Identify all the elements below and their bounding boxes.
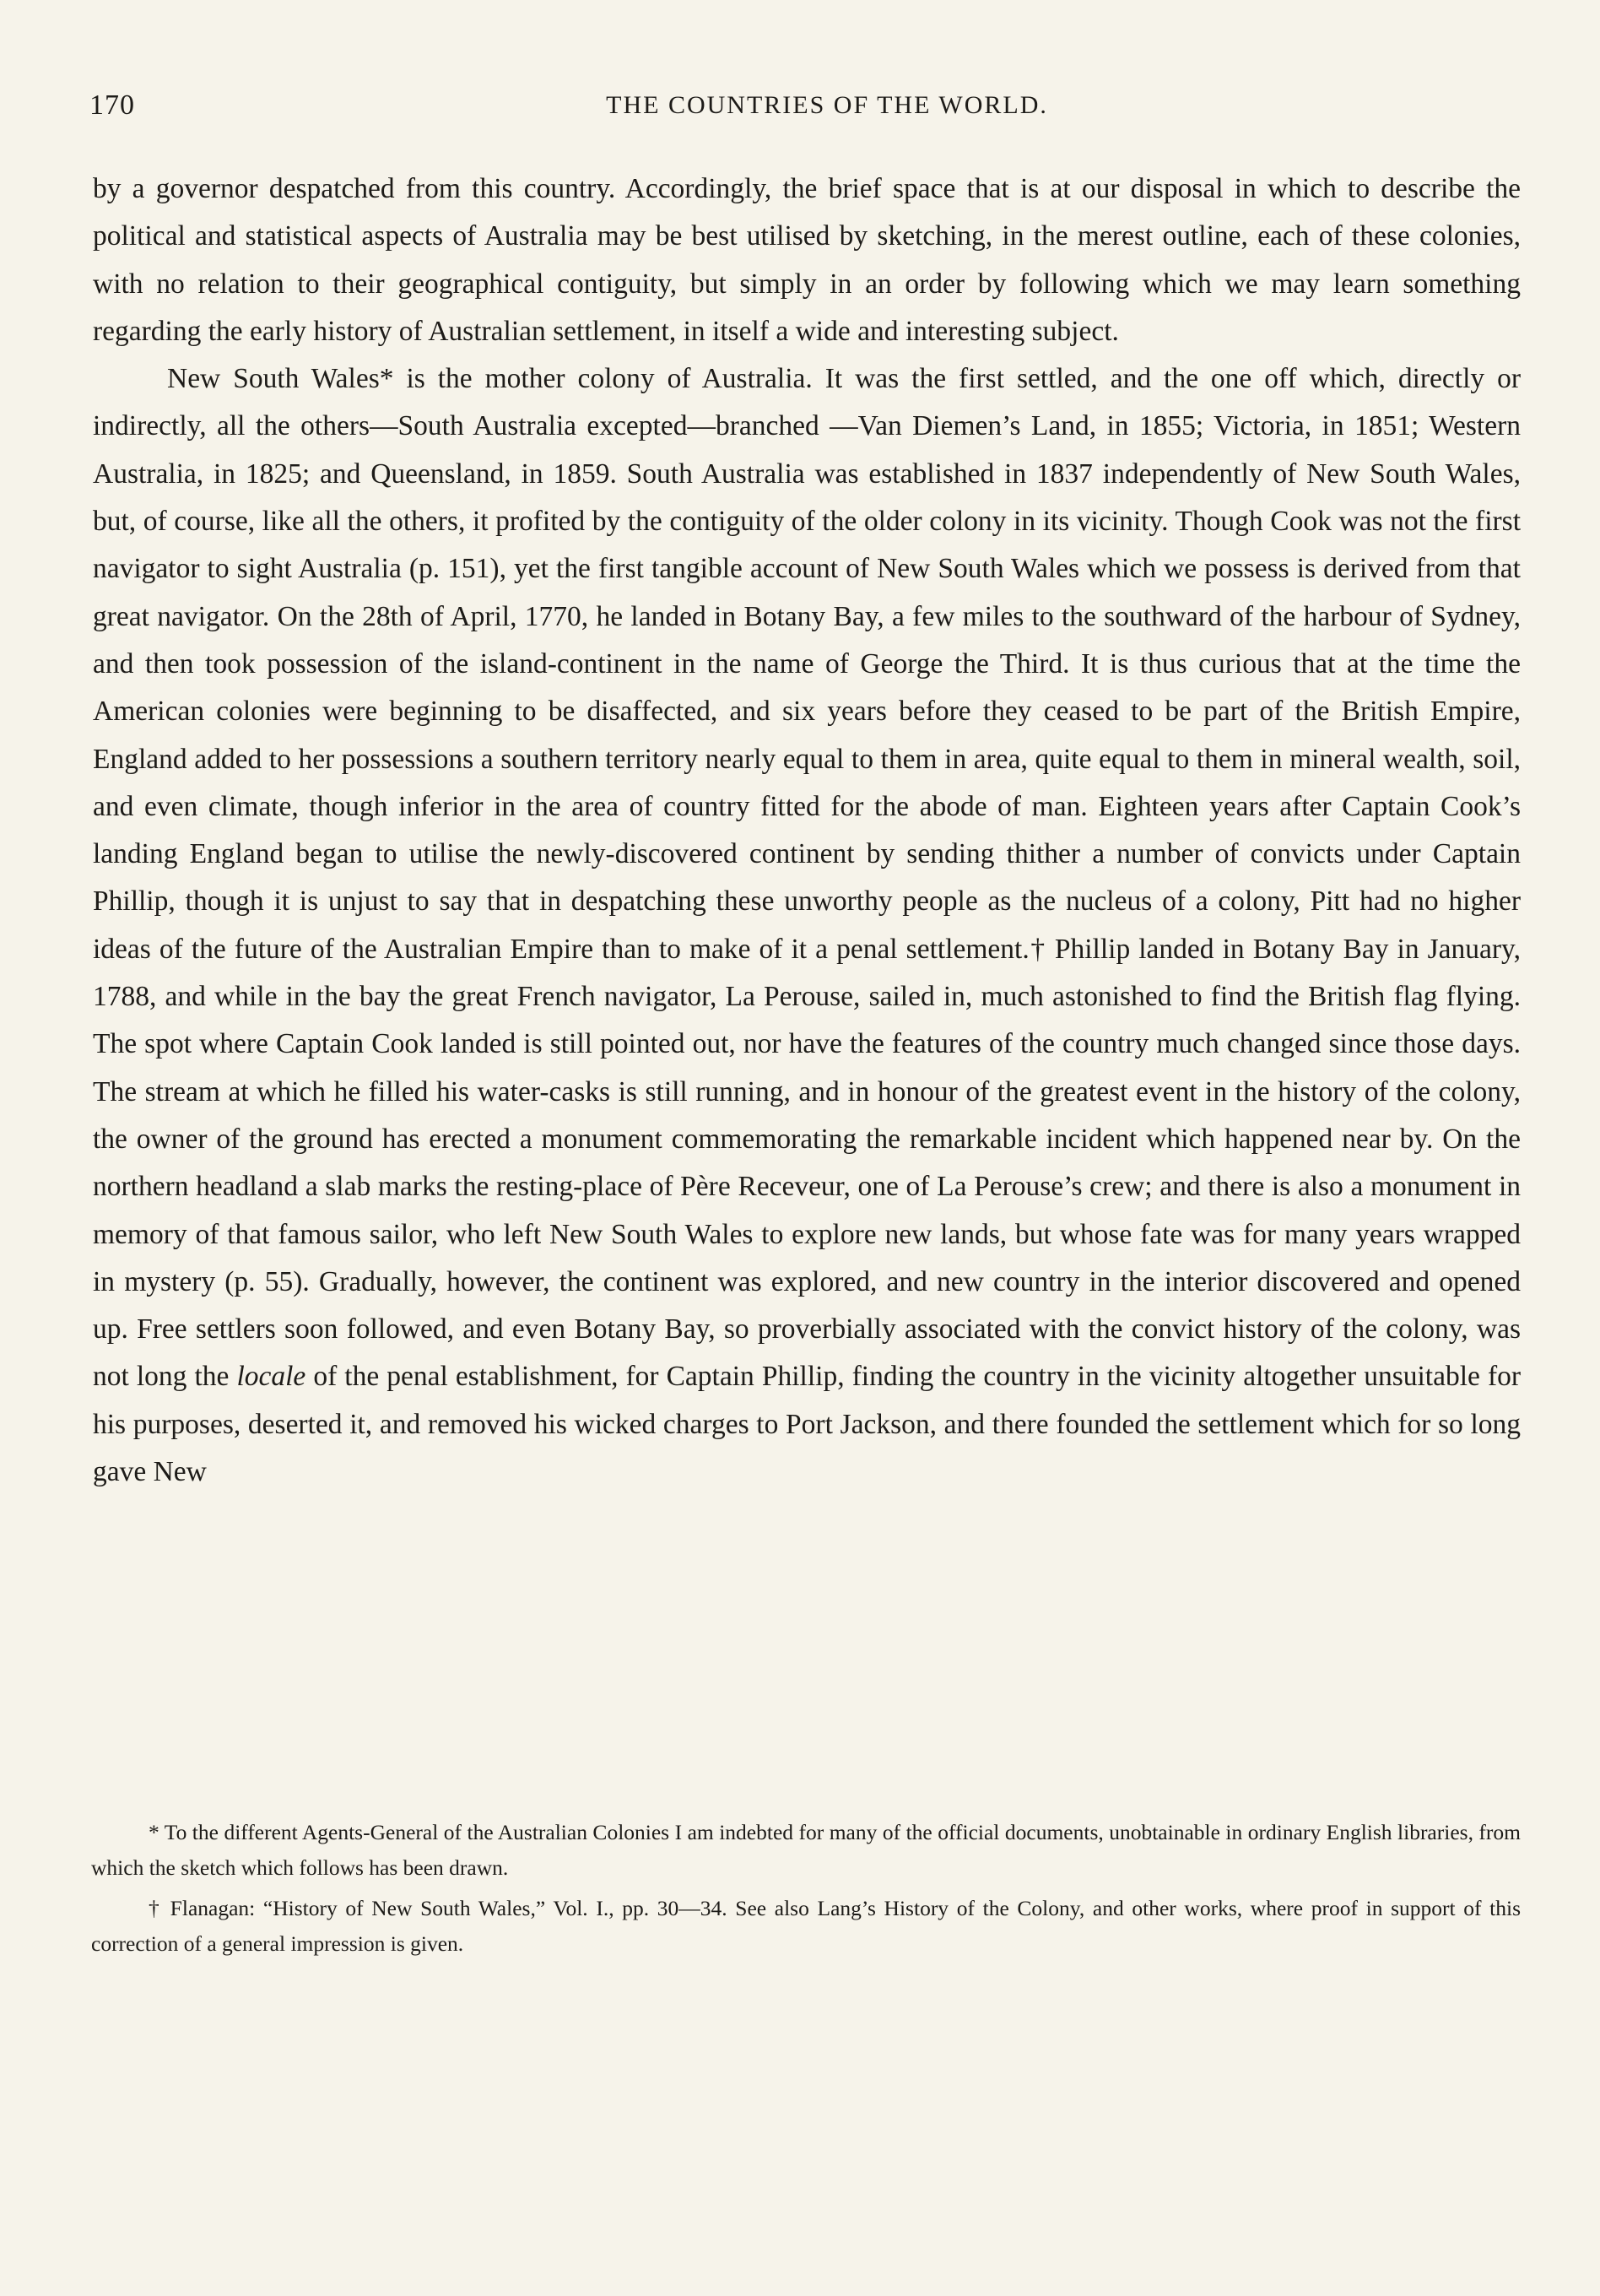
paragraph-2: [93, 355, 1521, 1496]
footnote-asterisk: * To the different Agents-General of the Australian Colonies I am indebted for many of the official documents, unobtainable in ordinary English libraries, from which the sketch which follows has been drawn.: [91, 1820, 1521, 1880]
running-head-title: THE COUNTRIES OF THE WORLD.: [606, 91, 1048, 119]
footnote-dagger: † Flanagan: “History of New South Wales,” Vol. I., pp. 30—34. See also Lang’s History of the Colony, and other works, where proof in support of this correction of a general impression is given.: [91, 1896, 1521, 1956]
running-head: [84, 84, 1519, 127]
paragraph-1: by a governor despatched from this country. Accordingly, the brief space that is at our disposal in which to describe the political and statistical aspects of Australia may be best utilised by sketching, in the merest outline, each of these colonies, with no relation to their geographical contiguity, but simply in an order by following which we may learn something regarding the early history of Australian settlement, in itself a wide and interesting subject.: [93, 173, 1521, 347]
footnotes: [91, 1815, 1521, 1967]
page-number: 170: [89, 89, 135, 121]
paragraph-2-text-a: New South Wales* is the mother colony of Australia. It was the first settled, and the one off which, directly or indirectly, all the others—South Australia excepted—branched —Van Diemen’s Land, in 1855; Victoria, in 1851; Western Australia, in 1825; and Queensland, in 1859. South Australia was established in 1837 independently of New South Wales, but, of course, like all the others, it profited by the contiguity of the older colony in its vicinity. Though Cook was not the first navigator to sight Australia (p. 151), yet the first tangible account of New South Wales which we possess is derived from that great navigator. On the 28th of April, 1770, he landed in Botany Bay, a few miles to the southward of the harbour of Sydney, and then took possession of the island-continent in the name of George the Third. It is thus curious that at the time the American colonies were beginning to be disaffected, and six years before they ceased to be part of the British Empire, England added to her possessions a southern territory nearly equal to them in area, quite equal to them in mineral wealth, soil, and even climate, though inferior in the area of country fitted for the abode of man. Eighteen years after Captain Cook’s landing England began to utilise the newly-discovered continent by sending thither a number of convicts under Captain Phillip, though it is unjust to say that in despatching these unworthy people as the nucleus of a colony, Pitt had no higher ideas of the future of the Australian Empire than to make of it a penal settlement.† Phillip landed in Botany Bay in January, 1788, and while in the bay the great French navigator, La Perouse, sailed in, much astonished to find the British flag flying. The spot where Captain Cook landed is still pointed out, nor have the features of the country much changed since those days. The stream at which he filled his water-casks is still running, and in honour of the greatest event in the history of the colony, the owner of the ground has erected a monument commemorating the remarkable incident which happened near by. On the northern headland a slab marks the resting-place of Père Receveur, one of La Perouse’s crew; and there is also a monument in memory of that famous sailor, who left New South Wales to explore new lands, but whose fate was for many years wrapped in mystery (p. 55). Gradually, however, the continent was explored, and new country in the interior discovered and opened up. Free settlers soon followed, and even Botany Bay, so proverbially associated with the convict history of the colony, was not long the: [93, 363, 1521, 1393]
paragraph-2-text-b: of the penal establishment, for Captain Phillip, finding the country in the vicinity altogether unsuitable for his purposes, deserted it, and removed his wicked charges to Port Jackson, and there founded the settlement which for so long gave New: [93, 1361, 1522, 1488]
body-text: [93, 165, 1521, 1496]
italic-word-locale: locale: [236, 1361, 306, 1393]
